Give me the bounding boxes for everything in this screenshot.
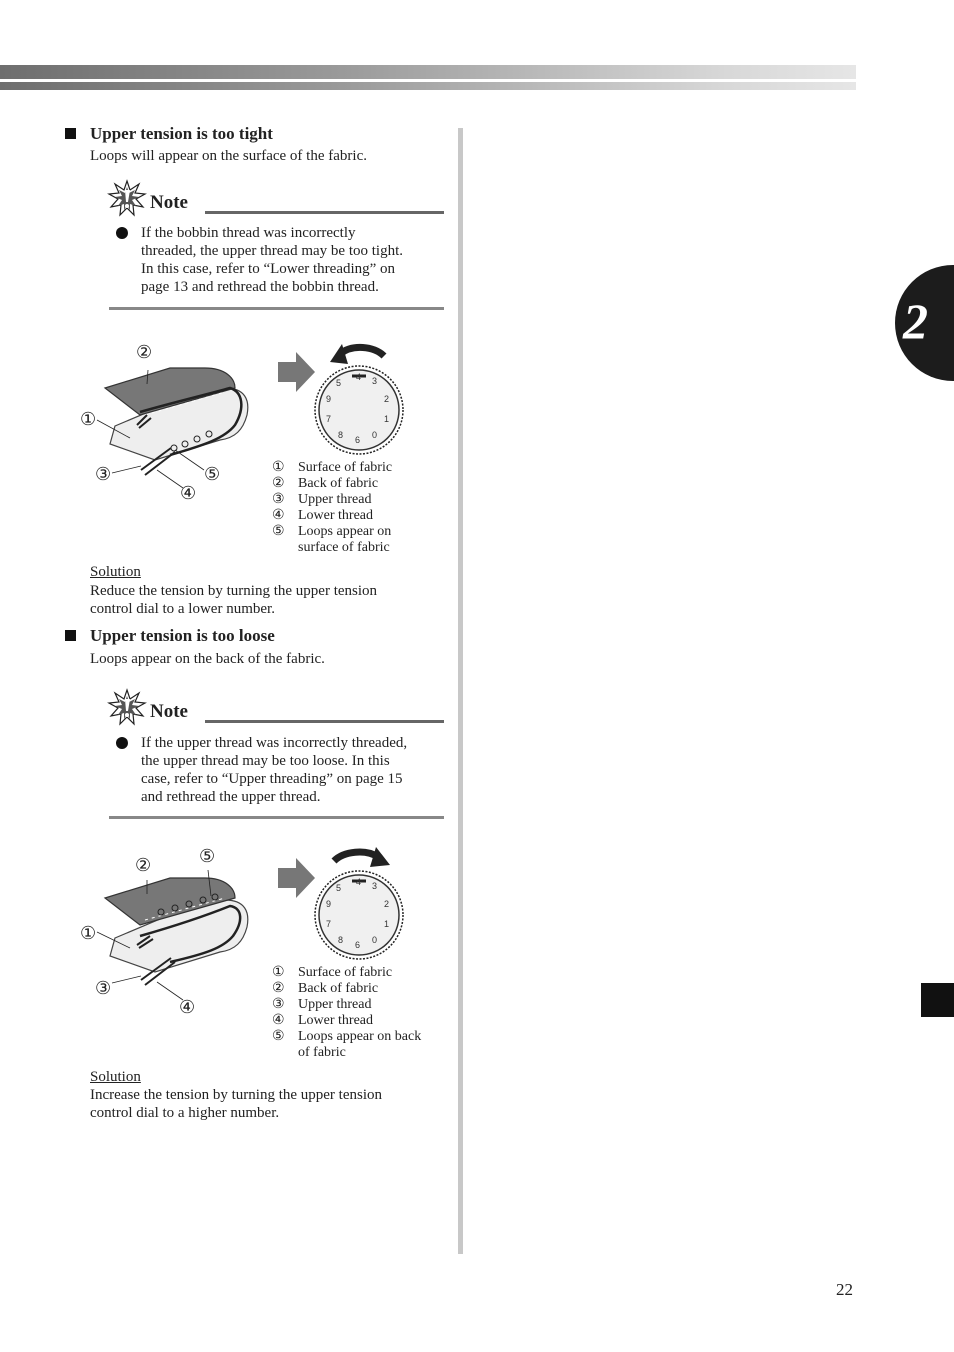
legend-number: ⑤ bbox=[272, 1029, 285, 1044]
legend-row bbox=[272, 476, 392, 492]
figure-callout: ④ bbox=[179, 997, 196, 1017]
dial-number: 3 bbox=[372, 376, 378, 386]
fabric-illustration-tight bbox=[75, 340, 260, 510]
header-gradient-bar bbox=[0, 65, 856, 79]
legend-text: Lower thread bbox=[298, 508, 374, 523]
heading-bullet bbox=[65, 630, 76, 641]
section-intro-tight: Loops will appear on the surface of the fabric. bbox=[90, 148, 367, 164]
solution-label: Solution bbox=[90, 564, 141, 580]
legend-text: Surface of fabric bbox=[298, 965, 393, 980]
note-title-rule bbox=[205, 211, 444, 214]
legend-text: of fabric bbox=[298, 1045, 346, 1060]
legend-number bbox=[272, 540, 298, 556]
legend-row bbox=[272, 965, 421, 981]
legend-text: Back of fabric bbox=[298, 981, 379, 996]
legend-row bbox=[272, 508, 392, 524]
legend-number: ② bbox=[272, 981, 285, 996]
solution-label: Solution bbox=[90, 1069, 141, 1085]
note-line: the upper thread may be too loose. In this bbox=[141, 753, 390, 769]
figure-callout: ② bbox=[135, 855, 152, 875]
legend-number: ③ bbox=[272, 492, 285, 507]
legend-number bbox=[272, 1045, 298, 1061]
dial-number: 3 bbox=[372, 881, 378, 891]
dial-number: 1 bbox=[384, 919, 390, 929]
solution-line: control dial to a higher number. bbox=[90, 1105, 280, 1121]
note-title: Note bbox=[150, 701, 188, 722]
section-heading-tight: Upper tension is too tight bbox=[90, 124, 273, 143]
dial-number: 5 bbox=[336, 883, 342, 893]
dial-number: 8 bbox=[338, 430, 344, 440]
dial-number: 6 bbox=[355, 435, 361, 445]
dial-number: 0 bbox=[372, 430, 378, 440]
figure-callout: ③ bbox=[95, 464, 112, 484]
legend-row bbox=[272, 540, 392, 556]
note-line: page 13 and rethread the bobbin thread. bbox=[141, 279, 379, 295]
solution-line: control dial to a lower number. bbox=[90, 601, 275, 617]
legend-number: ① bbox=[272, 965, 285, 980]
legend-row bbox=[272, 1013, 421, 1029]
section-intro-loose: Loops appear on the back of the fabric. bbox=[90, 651, 325, 667]
dial-number: 7 bbox=[326, 919, 332, 929]
dial-number: 8 bbox=[338, 935, 344, 945]
legend-text: Loops appear on bbox=[298, 524, 392, 539]
legend-row bbox=[272, 1029, 421, 1045]
figure-callout: ④ bbox=[180, 483, 197, 503]
note-line: If the upper thread was incorrectly threaded, bbox=[141, 735, 408, 751]
legend-text: Upper thread bbox=[298, 997, 372, 1012]
note-line: threaded, the upper thread may be too tight. bbox=[141, 243, 403, 259]
dial-number: 9 bbox=[326, 394, 332, 404]
dial-number: 4 bbox=[356, 372, 362, 382]
note-title-rule bbox=[205, 720, 444, 723]
note-line: In this case, refer to “Lower threading” on bbox=[141, 261, 396, 277]
tension-dial-icon bbox=[312, 340, 408, 456]
solution-text-loose bbox=[90, 1086, 382, 1122]
tension-dial-icon bbox=[312, 845, 408, 961]
note-text-tight bbox=[141, 224, 403, 296]
dial-number: 4 bbox=[356, 877, 362, 887]
dial-number: 9 bbox=[326, 899, 332, 909]
dial-number: 2 bbox=[384, 899, 390, 909]
legend-row bbox=[272, 460, 392, 476]
figure-callout: ⑤ bbox=[199, 846, 216, 866]
note-title: Note bbox=[150, 192, 188, 213]
legend-text: Lower thread bbox=[298, 1013, 374, 1028]
figure-legend-tight bbox=[272, 460, 392, 556]
legend-text: Loops appear on back bbox=[298, 1029, 422, 1044]
note-text-loose bbox=[141, 734, 407, 806]
figure-callout: ① bbox=[80, 923, 97, 943]
section-marker bbox=[921, 983, 954, 1017]
column-divider bbox=[458, 128, 463, 1254]
legend-text: surface of fabric bbox=[298, 540, 390, 555]
note-bullet bbox=[116, 227, 128, 239]
heading-bullet bbox=[65, 128, 76, 139]
note-bottom-rule bbox=[109, 816, 444, 819]
header-gradient-bar-thin bbox=[0, 82, 856, 90]
legend-row bbox=[272, 997, 421, 1013]
note-burst-icon bbox=[108, 180, 146, 216]
legend-text: Surface of fabric bbox=[298, 460, 393, 475]
figure-callout: ③ bbox=[95, 978, 112, 998]
legend-number: ① bbox=[272, 460, 285, 475]
legend-number: ④ bbox=[272, 508, 285, 523]
legend-text: Back of fabric bbox=[298, 476, 379, 491]
legend-row bbox=[272, 981, 421, 997]
solution-text-tight bbox=[90, 582, 377, 618]
page-number: 22 bbox=[836, 1280, 853, 1299]
dial-number: 7 bbox=[326, 414, 332, 424]
solution-line: Increase the tension by turning the upper tension bbox=[90, 1087, 383, 1103]
note-burst-icon bbox=[108, 689, 146, 725]
legend-number: ② bbox=[272, 476, 285, 491]
note-bottom-rule bbox=[109, 307, 444, 310]
right-arrow-icon bbox=[278, 352, 316, 392]
right-arrow-icon bbox=[278, 858, 316, 898]
dial-number: 2 bbox=[384, 394, 390, 404]
dial-number: 1 bbox=[384, 414, 390, 424]
legend-number: ③ bbox=[272, 997, 285, 1012]
note-line: If the bobbin thread was incorrectly bbox=[141, 225, 356, 241]
legend-number: ⑤ bbox=[272, 524, 285, 539]
legend-row bbox=[272, 524, 392, 540]
chapter-number: 2 bbox=[903, 293, 928, 349]
legend-text: Upper thread bbox=[298, 492, 372, 507]
legend-number: ④ bbox=[272, 1013, 285, 1028]
dial-number: 5 bbox=[336, 378, 342, 388]
note-bullet bbox=[116, 737, 128, 749]
legend-row bbox=[272, 492, 392, 508]
legend-row bbox=[272, 1045, 421, 1061]
dial-number: 0 bbox=[372, 935, 378, 945]
figure-callout: ⑤ bbox=[204, 464, 221, 484]
note-line: and rethread the upper thread. bbox=[141, 789, 321, 805]
figure-callout: ① bbox=[80, 409, 97, 429]
figure-legend-loose bbox=[272, 965, 421, 1061]
figure-callout: ② bbox=[136, 342, 153, 362]
section-heading-loose: Upper tension is too loose bbox=[90, 626, 275, 645]
dial-number: 6 bbox=[355, 940, 361, 950]
note-line: case, refer to “Upper threading” on page 15 bbox=[141, 771, 403, 787]
solution-line: Reduce the tension by turning the upper tension bbox=[90, 583, 378, 599]
